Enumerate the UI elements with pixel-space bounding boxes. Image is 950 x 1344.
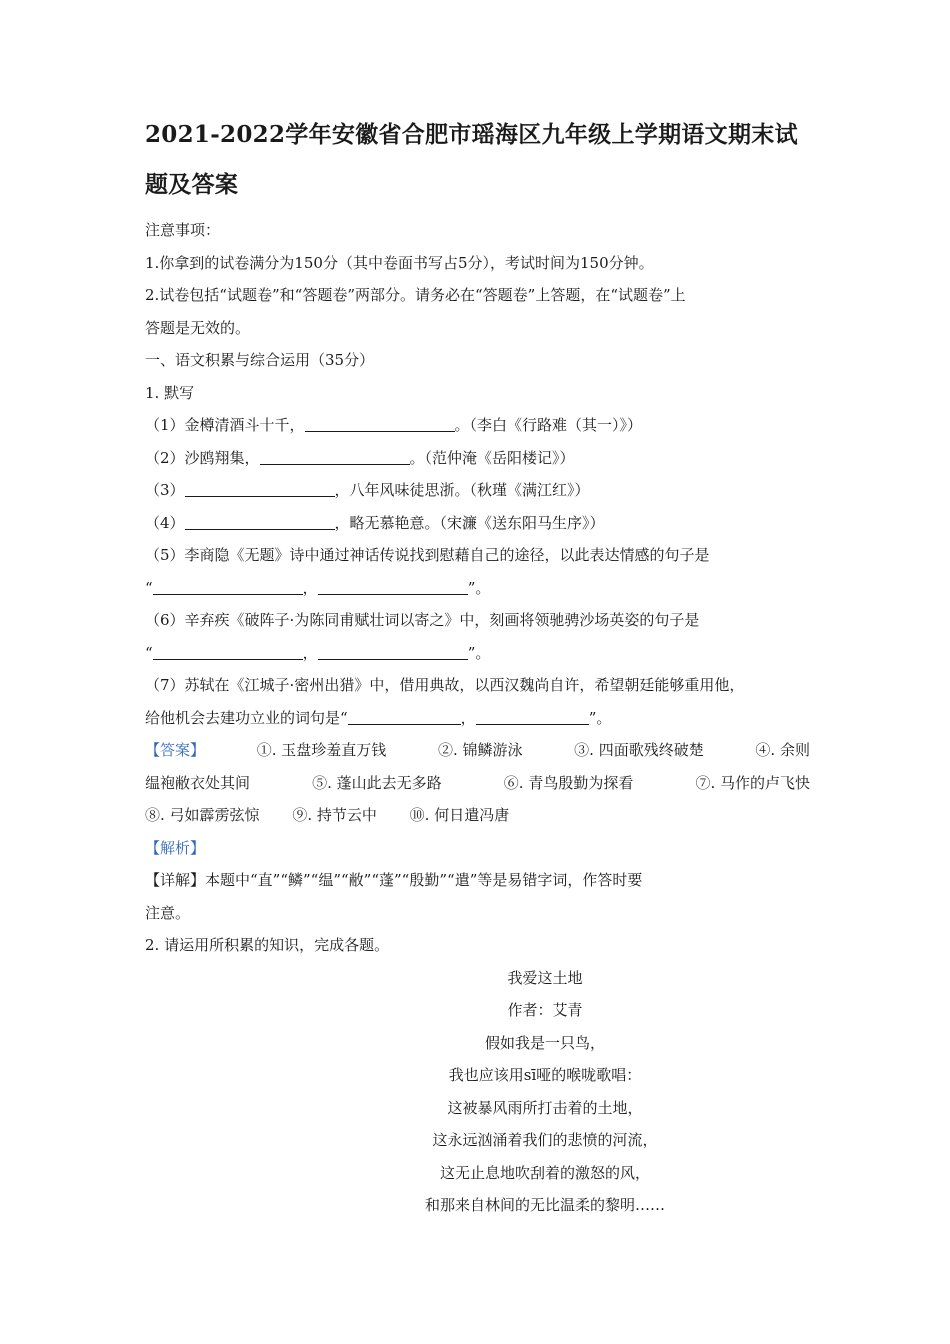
q1-item-4: [145, 507, 810, 540]
answer-blank: [305, 413, 455, 432]
comma: ，: [302, 643, 318, 662]
q1-item-2: [145, 442, 810, 475]
answer-blank: [185, 478, 335, 497]
poem-line: 假如我是一只鸟，: [484, 1033, 605, 1052]
poem-line: 我也应该用sī哑的喉咙歌唱：: [448, 1066, 642, 1084]
question-1-title: 1. 默写: [145, 383, 195, 402]
document-page: [145, 110, 810, 1222]
q1-item-4-num: （4）: [145, 513, 185, 532]
answer-blank: [476, 706, 589, 725]
answer-item: ⑦. 马作的卢飞快: [695, 773, 810, 792]
q1-item-7: （7）苏轼在《江城子·密州出猎》中，借用典故，以西汉魏尚自许，希望朝廷能够重用他，: [145, 676, 745, 694]
answer-blank: [153, 576, 303, 595]
close-quote: ”。: [467, 643, 491, 662]
poem-line: 这被暴风雨所打击着的土地，: [447, 1098, 643, 1117]
answer-item: ⑩. 何日遣冯唐: [409, 806, 510, 824]
comma: ，: [302, 578, 318, 597]
detail-text-cont: 注意。: [145, 903, 191, 922]
q1-item-2-source: 。（范仲淹《岳阳楼记》）: [409, 448, 575, 467]
answer-line-1: [145, 734, 810, 767]
q1-item-3-num: （3）: [145, 481, 185, 499]
answer-item: ③. 四面歌残终破楚: [574, 741, 704, 759]
answer-item: ④. 余则: [755, 741, 810, 759]
detail-text: 【详解】本题中“直”“鳞”“缊”“敝”“蓬”“殷勤”“遣”等是易错字词，作答时要: [145, 871, 643, 889]
answer-item: ①. 玉盘珍羞直万钱: [256, 741, 387, 759]
close-quote: ”。: [467, 578, 491, 597]
answer-item: ②. 锦鳞游泳: [437, 741, 523, 759]
q1-item-5-blanks: [145, 572, 810, 605]
document-title: 2021-2022学年安徽省合肥市瑶海区九年级上学期语文期末试题及答案: [145, 121, 798, 198]
poem-line: 这无止息地吹刮着的激怒的风，: [439, 1163, 650, 1182]
answer-blank: [153, 641, 303, 660]
q1-item-7-blanks: [145, 702, 810, 735]
answer-blank: [318, 641, 468, 660]
poem: [225, 962, 865, 1222]
answer-line-2: [145, 767, 810, 800]
answer-blank: [260, 446, 410, 465]
analysis-tag: 【解析】: [145, 838, 206, 857]
answer-blank: [318, 576, 468, 595]
comma: ，: [460, 708, 476, 727]
q1-item-7-text: 给他机会去建功立业的词句是“: [145, 708, 348, 727]
notice-item-1: 1.你拿到的试卷满分为150分（其中卷面书写占5分），考试时间为150分钟。: [145, 253, 654, 272]
answer-line-3: [145, 799, 810, 832]
close-quote: ”。: [588, 708, 612, 727]
q1-item-1: [145, 409, 810, 442]
answer-blank: [348, 706, 461, 725]
q1-item-2-text: （2）沙鸥翔集，: [145, 448, 260, 467]
poem-title: 我爱这土地: [507, 968, 583, 987]
answer-tag: 【答案】: [145, 741, 206, 759]
q1-item-6: （6）辛弃疾《破阵子·为陈同甫赋壮词以寄之》中，刻画将领驰骋沙场英姿的句子是: [145, 611, 700, 629]
q1-item-3: [145, 474, 810, 507]
answer-item: ⑥. 青鸟殷勤为探看: [503, 773, 634, 792]
notice-item-2: 2.试卷包括“试题卷”和“答题卷”两部分。请务必在“答题卷”上答题，在“试题卷”上: [145, 286, 686, 304]
open-quote: “: [145, 578, 153, 597]
q1-item-6-blanks: [145, 637, 810, 670]
answer-blank: [185, 511, 335, 530]
notice-heading: 注意事项：: [145, 221, 221, 239]
question-2-title: 2. 请运用所积累的知识，完成各题。: [145, 936, 390, 954]
answer-item: 缊袍敝衣处其间: [145, 773, 251, 792]
answer-item: ⑤. 蓬山此去无多路: [312, 773, 442, 792]
notice-item-2-cont: 答题是无效的。: [145, 318, 251, 337]
poem-author: 作者：艾青: [507, 1001, 583, 1019]
answer-item: ⑧. 弓如霹雳弦惊: [145, 806, 260, 824]
section-heading: 一、语文积累与综合运用（35分）: [145, 351, 375, 369]
poem-line: 这永远汹涌着我们的悲愤的河流，: [432, 1131, 658, 1149]
q1-item-3-text: ，八年风味徒思浙。（秋瑾《满江红》）: [334, 481, 590, 499]
poem-line: 和那来自林间的无比温柔的黎明……: [424, 1196, 665, 1214]
q1-item-5: （5）李商隐《无题》诗中通过神话传说找到慰藉自己的途径，以此表达情感的句子是: [145, 546, 710, 564]
q1-item-1-source: 。（李白《行路难（其一）》）: [454, 416, 643, 434]
answer-item: ⑨. 持节云中: [292, 806, 377, 824]
open-quote: “: [145, 643, 153, 662]
q1-item-1-text: （1）金樽清酒斗十千，: [145, 416, 305, 434]
q1-item-4-text: ，略无慕艳意。（宋濂《送东阳马生序》）: [334, 513, 605, 532]
